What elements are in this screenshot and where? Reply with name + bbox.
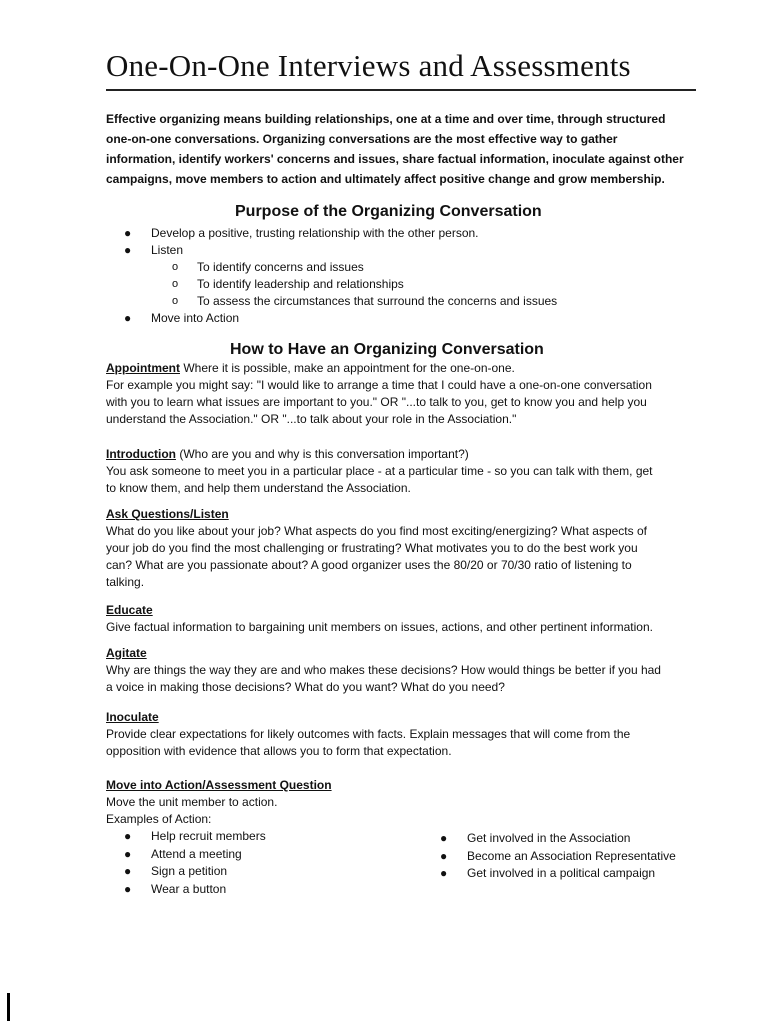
- section-educate: [106, 602, 706, 636]
- section-line: Why are things the way they are and who makes these decisions? How would things be better if you had: [106, 663, 661, 677]
- bullet-icon: ●: [124, 881, 132, 896]
- section-line: opposition with evidence that allows you to form that expectation.: [106, 744, 452, 758]
- section-line: What do you like about your job? What aspects do you find most exciting/energizing? What aspects of: [106, 524, 647, 538]
- section-line: to know them, and help them understand the Association.: [106, 481, 411, 495]
- list-item: ● Develop a positive, trusting relationship with the other person.: [124, 226, 479, 240]
- section-line: Move the unit member to action.: [106, 795, 278, 809]
- purpose-heading: Purpose of the Organizing Conversation: [235, 203, 542, 220]
- section-heading: Ask Questions/Listen: [106, 507, 229, 521]
- section-move-into-action: [106, 777, 706, 828]
- section-line: For example you might say: "I would like to arrange a time that I could have a one-on-one conversation: [106, 378, 652, 392]
- bullet-icon: ●: [440, 831, 448, 845]
- intro-line: one-on-one conversations. Organizing conversations are the most effective way to gather: [106, 132, 618, 146]
- section-heading: Move into Action/Assessment Question: [106, 778, 332, 792]
- section-agitate: [106, 645, 706, 696]
- bullet-icon: ●: [124, 243, 132, 257]
- title-rule: [106, 89, 696, 91]
- list-item: ● Attend a meeting: [124, 846, 404, 864]
- section-ask-questions: [106, 506, 706, 591]
- section-inoculate: [106, 709, 706, 760]
- section-line: Provide clear expectations for likely outcomes with facts. Explain messages that will come from the: [106, 727, 631, 741]
- bullet-icon: ●: [124, 864, 132, 878]
- section-line: You ask someone to meet you in a particular place - at a particular time - so you can talk with them, get: [106, 464, 653, 478]
- section-line: can? What are you passionate about? A good organizer uses the 80/20 or 70/30 ratio of listening to: [106, 558, 632, 572]
- section-line: Give factual information to bargaining unit members on issues, actions, and other pertinent information.: [106, 620, 653, 634]
- section-line: a voice in making those decisions? What do you want? What do you need?: [106, 680, 505, 694]
- list-item: ● Wear a button: [124, 881, 404, 899]
- intro-line: information, identify workers' concerns and issues, share factual information, inoculate against other: [106, 152, 684, 166]
- list-item: ● Listen: [124, 243, 184, 257]
- bullet-icon: ●: [440, 866, 448, 880]
- list-item: ● Get involved in a political campaign: [440, 865, 730, 883]
- page-title: One-On-One Interviews and Assessments: [106, 48, 631, 83]
- section-lead: Where it is possible, make an appointment for the one-on-one.: [180, 361, 515, 375]
- intro-line: Effective organizing means building relationships, one at a time and over time, through structured: [106, 112, 666, 126]
- section-heading: Inoculate: [106, 710, 159, 724]
- bullet-icon: ●: [440, 848, 448, 863]
- intro-line: campaigns, move members to action and ultimately affect positive change and grow membership.: [106, 172, 665, 186]
- list-item: ● Become an Association Representative: [440, 848, 730, 866]
- bullet-icon: ●: [124, 846, 132, 861]
- actions-list-left: [124, 828, 404, 898]
- section-heading: Appointment: [106, 361, 180, 375]
- bullet-icon: ●: [124, 311, 132, 325]
- list-item: ● Help recruit members: [124, 828, 404, 846]
- howto-heading: How to Have an Organizing Conversation: [230, 341, 544, 358]
- actions-list-right: [440, 830, 730, 883]
- section-line: Examples of Action:: [106, 812, 212, 826]
- section-heading: Introduction: [106, 447, 176, 461]
- section-line: understand the Association." OR "...to talk about your role in the Association.": [106, 412, 517, 426]
- list-item: o To assess the circumstances that surround the concerns and issues: [172, 294, 558, 308]
- section-lead: (Who are you and why is this conversation important?): [175, 447, 469, 461]
- section-line: your job do you find the most challenging or frustrating? What motivates you to do the best work you: [106, 541, 638, 555]
- section-line: talking.: [106, 575, 145, 589]
- bullet-icon: ●: [124, 226, 132, 240]
- section-introduction: [106, 446, 706, 497]
- circle-bullet-icon: o: [172, 295, 179, 307]
- list-item: o To identify leadership and relationships: [172, 277, 404, 291]
- circle-bullet-icon: o: [172, 278, 179, 290]
- circle-bullet-icon: o: [172, 261, 179, 273]
- section-heading: Educate: [106, 603, 153, 617]
- list-item: o To identify concerns and issues: [172, 260, 364, 274]
- scan-margin-mark: [7, 993, 10, 1021]
- section-appointment: [106, 360, 706, 428]
- intro-paragraph: [106, 109, 706, 189]
- bullet-icon: ●: [124, 829, 132, 843]
- list-item: ● Move into Action: [124, 311, 240, 325]
- list-item: ● Sign a petition: [124, 863, 404, 881]
- purpose-list: [124, 225, 684, 327]
- list-item: ● Get involved in the Association: [440, 830, 730, 848]
- section-heading: Agitate: [106, 646, 147, 660]
- section-line: with you to learn what issues are important to you." OR "...to talk to you, get to know you and help you: [106, 395, 647, 409]
